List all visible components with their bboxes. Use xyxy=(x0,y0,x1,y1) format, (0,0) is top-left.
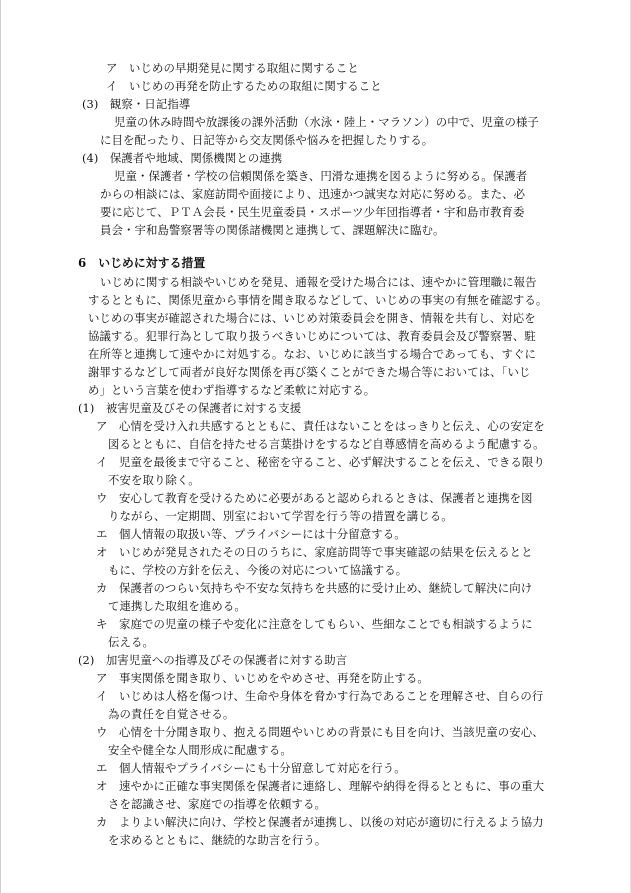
subsection-2-item-line: 安全や健全な人間形成に配慮する。 xyxy=(108,743,292,757)
subsection-1-item-line: 家庭での児童の様子や変化に注意をしてもらい、些細なことでも相談するように xyxy=(119,617,533,631)
subsection-1-item-line: 個人情報の取扱い等、プライバシーには十分留意する。 xyxy=(119,527,406,541)
subsection-2-item-line: いじめは人格を傷つけ、生命や身体を脅かす行為であることを理解させ、自らの行 xyxy=(119,689,544,703)
section-4-line: 要に応じて、ＰＴＡ会長・民生児童委員・スポーツ少年団指導者・宇和島市教育委 xyxy=(100,205,525,219)
subsection-1-item-line: 安心して教育を受けるために必要があると認められるときは、保護者と連携を図 xyxy=(119,491,533,505)
subsection-1-item-line: 心情を受け入れ共感するとともに、責任はないことをはっきりと伝え、心の安定を xyxy=(119,419,545,433)
top-item-a: ア いじめの早期発見に関する取組に関すること xyxy=(106,61,359,75)
subsection-1-item-label: ウ xyxy=(96,491,108,505)
section-6-intro-line: め」という言葉を使わず指導するなど柔軟に対応する。 xyxy=(88,383,376,397)
subsection-2-item-label: ア xyxy=(96,671,108,685)
section-6-intro-line: 協議する。犯罪行為として取り扱うべきいじめについては、教育委員会及び警察署、駐 xyxy=(88,329,536,343)
subsection-2-item-label: エ xyxy=(96,761,108,775)
section-6-intro-line: 謝罪するなどして両者が良好な関係を再び築くことができた場合等においては、「いじ xyxy=(88,365,531,379)
section-3-line: 児童の休み時間や放課後の課外活動（水泳・陸上・マラソン）の中で、児童の様子 xyxy=(114,115,539,129)
subsection-1-item-line: りながら、一定期間、別室において学習を行う等の措置を講じる。 xyxy=(108,509,453,523)
subsection-2-item-line: よりよい解決に向け、学校と保護者が連携し、以後の対応が適切に行えるよう協力 xyxy=(119,815,544,829)
subsection-1-item-line: 図るとともに、自信を持たせる言葉掛けをするなど自尊感情を高めるよう配慮する。 xyxy=(108,437,545,451)
section-4-line: からの相談には、家庭訪問や面接により、迅速かつ誠実な対応に努める。また、必 xyxy=(100,187,526,201)
subsection-2-item-line: 個人情報やプライバシーにも十分留意して対応を行う。 xyxy=(119,761,406,775)
subsection-2-item-line: さを認識させ、家庭での指導を依頼する。 xyxy=(108,797,326,811)
subsection-2-item-label: カ xyxy=(96,815,108,829)
subsection-2-item-line: 速やかに正確な事実関係を保護者に連絡し、理解や納得を得るとともに、事の重大 xyxy=(119,779,545,793)
subsection-2-heading: (2) 加害児童への指導及びその保護者に対する助言 xyxy=(78,653,348,667)
section-3-line: に目を配ったり、日記等から交友関係や悩みを把握したりする。 xyxy=(100,133,434,147)
subsection-1-heading: (1) 被害児童及びその保護者に対する支援 xyxy=(78,401,302,415)
section-6-heading: 6 いじめに対する措置 xyxy=(78,256,206,270)
subsection-1-item-label: カ xyxy=(96,581,108,595)
subsection-1-item-label: イ xyxy=(96,455,108,469)
subsection-1-item-line: て連携した取組を進める。 xyxy=(108,599,246,613)
subsection-2-item-line: 為の責任を自覚させる。 xyxy=(108,707,235,721)
subsection-1-item-label: オ xyxy=(96,545,108,559)
section-6-intro-line: するとともに、関係児童から事情を聞き取るなどして、いじめの事実の有無を確認する。 xyxy=(88,293,548,307)
section-4-line: 員会・宇和島警察署等の関係諸機関と連携して、課題解決に臨む。 xyxy=(100,223,445,237)
subsection-1-item-line: 児童を最後まで守ること、秘密を守ること、必ず解決することを伝え、できる限り xyxy=(119,455,545,469)
subsection-1-item-label: ア xyxy=(96,419,108,433)
top-item-i: イ いじめの再発を防止するための取組に関すること xyxy=(106,79,382,93)
section-6-intro-line: 在所等と連携して速やかに対処する。なお、いじめに該当する場合であっても、すぐに xyxy=(88,347,537,361)
subsection-2-item-line: を求めるとともに、継続的な助言を行う。 xyxy=(108,833,327,847)
subsection-2-item-line: 心情を十分聞き取り、抱える問題やいじめの背景にも目を向け、当該児童の安心、 xyxy=(119,725,544,739)
subsection-1-item-line: 伝える。 xyxy=(108,635,154,649)
section-4-heading: (4) 保護者や地域、関係機関との連携 xyxy=(82,151,283,165)
section-6-intro-line: いじめに関する相談やいじめを発見、通報を受けた場合には、速やかに管理職に報告 xyxy=(100,275,537,289)
subsection-2-item-label: オ xyxy=(96,779,108,793)
section-6-intro-line: いじめの事実が確認された場合には、いじめ対策委員会を開き、情報を共有し、対応を xyxy=(88,311,536,325)
section-4-line: 児童・保護者・学校の信頼関係を築き、円滑な連携を図るように努める。保護者 xyxy=(114,169,528,183)
subsection-2-item-label: イ xyxy=(96,689,108,703)
subsection-1-item-line: いじめが発見されたその日のうちに、家庭訪問等で事実確認の結果を伝えるとと xyxy=(119,545,533,559)
subsection-1-item-line: もに、学校の方針を伝え、今後の対応について協議する。 xyxy=(108,563,408,577)
subsection-1-item-line: 不安を取り除く。 xyxy=(108,473,200,487)
section-3-heading: (3) 観察・日記指導 xyxy=(82,97,191,111)
subsection-2-item-label: ウ xyxy=(96,725,108,739)
subsection-1-item-label: エ xyxy=(96,527,108,541)
subsection-1-item-line: 保護者のつらい気持ちや不安な気持ちを共感的に受け止め、継続して解決に向け xyxy=(119,581,533,595)
subsection-2-item-line: 事実関係を聞き取り、いじめをやめさせ、再発を防止する。 xyxy=(119,671,429,685)
subsection-1-item-label: キ xyxy=(96,617,108,631)
